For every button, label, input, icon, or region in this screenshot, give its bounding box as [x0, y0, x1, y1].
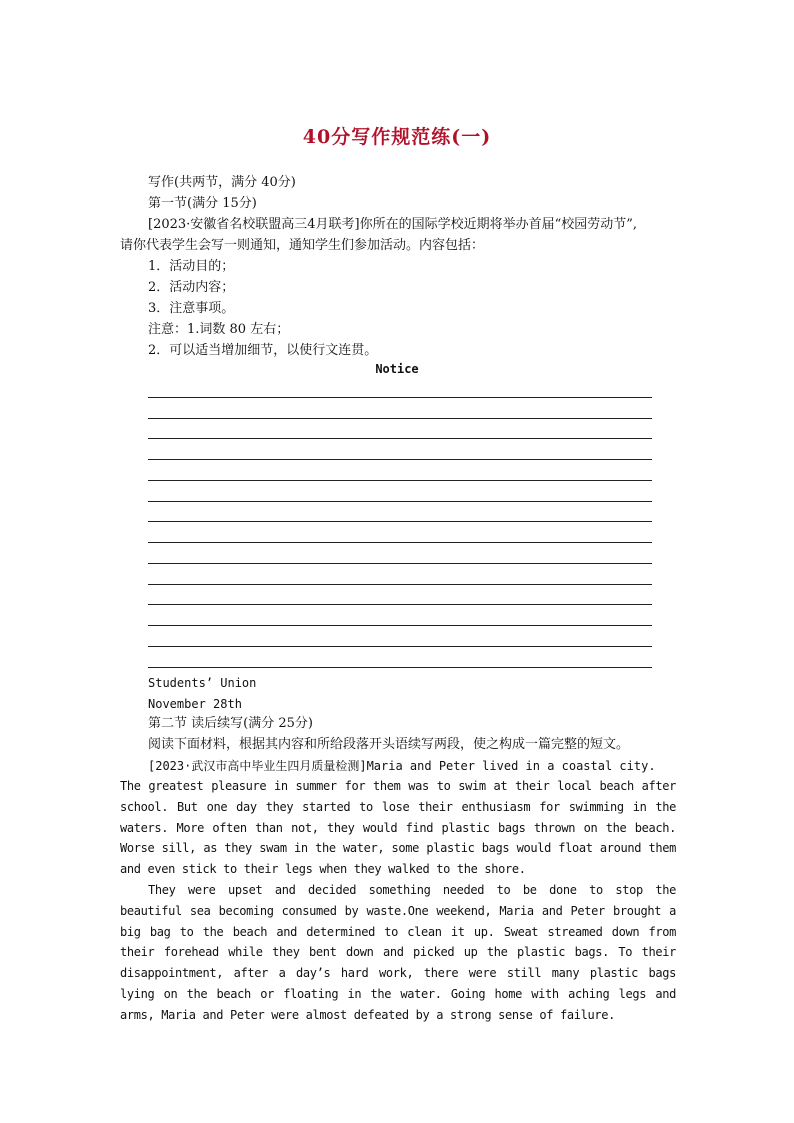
answer-line: [148, 625, 652, 626]
answer-line: [148, 418, 652, 419]
task1-item-2: 2．活动内容；: [148, 280, 235, 295]
answer-line: [148, 397, 652, 398]
task1-note-2: 2．可以适当增加细节，以使行文连贯。: [148, 343, 378, 358]
task1-item-1: 1．活动目的；: [148, 259, 235, 274]
passage-paragraph-2: They were upset and decided something needed to be done to stop the beautiful sea becoming consumed by waste.One weekend, Maria and Peter brought a big bag to the beach and determined to clean it up. Sweat streamed down from their forehead while they bent down and picked up the plastic bags. To their disappointment, after a day’s hard work, there were still many plastic bags lying on the beach or floating in the water. Going home with aching legs and arms, Maria and Peter were almost defeated by a strong sense of failure.: [120, 883, 676, 1022]
answer-line: [148, 480, 652, 481]
passage-paragraph-1: The greatest pleasure in summer for them was to swim at their local beach after school. But one day they started to lose their enthusiasm for swimming in the waters. More often than not, they would find plastic bags thrown on the beach. Worse sill, as they swam in the water, some plastic bags would float around them and even stick to their legs when they walked to the shore.: [120, 779, 676, 877]
section-two-instruction: 阅读下面材料，根据其内容和所给段落开头语续写两段，使之构成一篇完整的短文。: [148, 737, 630, 752]
passage-line-1: [2023·武汉市高中毕业生四月质量检测]Maria and Peter lived in a coastal city.: [148, 759, 656, 773]
answer-line: [148, 584, 652, 585]
task1-item-3: 3．注意事项。: [148, 301, 235, 316]
section-one-header: 第一节(满分 15分): [148, 196, 257, 211]
answer-line: [148, 459, 652, 460]
answer-line: [148, 667, 652, 668]
notice-date: November 28th: [148, 697, 242, 711]
answer-line: [148, 521, 652, 522]
answer-line: [148, 501, 652, 502]
notice-heading: Notice: [375, 362, 419, 376]
answer-line: [148, 542, 652, 543]
task1-prompt-line1: [2023·安徽省名校联盟高三4月联考]你所在的国际学校近期将举办首届“校园劳动节”,: [148, 217, 638, 232]
task1-prompt-line2: 请你代表学生会写一则通知，通知学生们参加活动。内容包括：: [120, 238, 485, 253]
answer-line: [148, 563, 652, 564]
section-two-header: 第二节 读后续写(满分 25分): [148, 716, 313, 731]
notice-signature: Students’ Union: [148, 676, 257, 690]
writing-header: 写作(共两节，满分 40分): [148, 175, 296, 190]
answer-line: [148, 646, 652, 647]
task1-note-1: 注意：1.词数 80 左右；: [148, 322, 290, 337]
answer-line: [148, 438, 652, 439]
page-title: 40分写作规范练(一): [302, 126, 492, 148]
answer-line: [148, 604, 652, 605]
